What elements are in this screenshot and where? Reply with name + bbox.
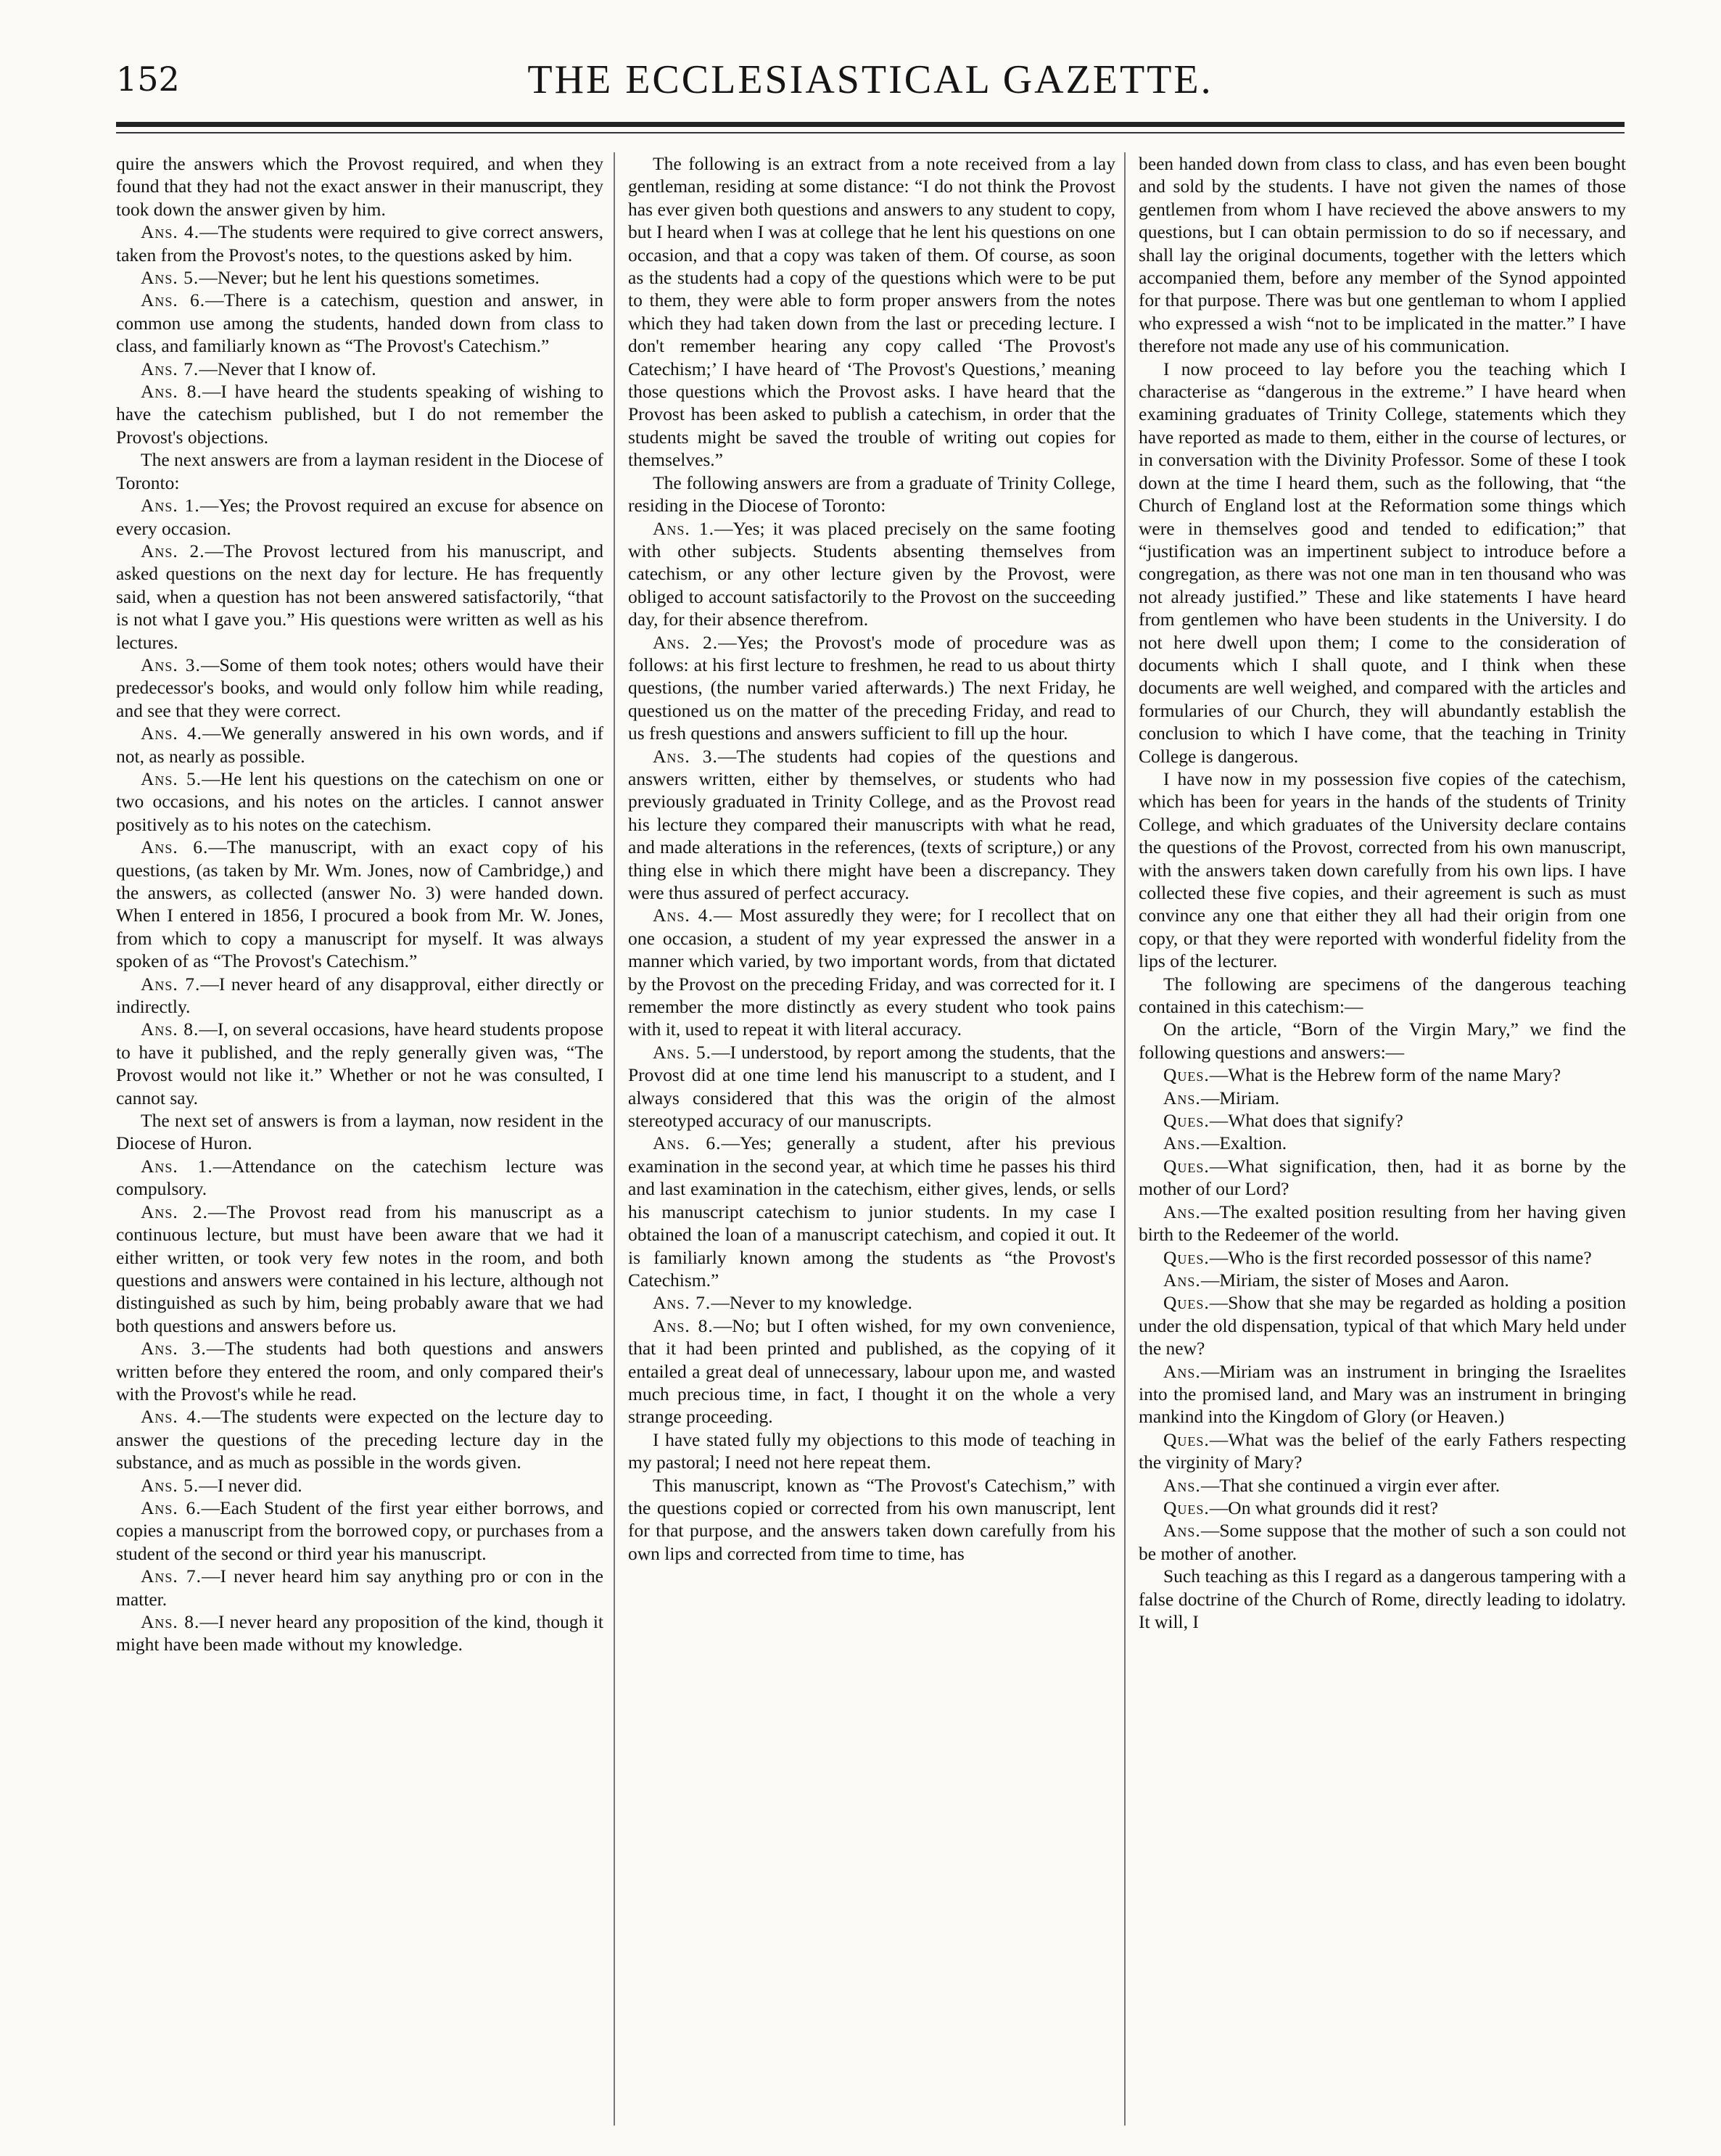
paragraph [1139, 1360, 1626, 1428]
paragraph [116, 540, 603, 654]
paragraph-text: —Some suppose that the mother of such a son could not be mother of another. [1139, 1520, 1626, 1564]
paragraph-text: —On what grounds did it rest? [1209, 1497, 1438, 1518]
paragraph [116, 266, 603, 289]
paragraph-label: Ans. 7. [141, 973, 201, 995]
paragraph [116, 1565, 603, 1610]
paragraph [1139, 768, 1626, 973]
paragraph [1139, 1291, 1626, 1359]
paragraph-label: Ans. [1163, 1269, 1201, 1291]
paragraph-text: —The students had both questions and answers written before they entered the room, and only compared their's with the Provost's while he read. [116, 1338, 603, 1404]
paragraph [1139, 1497, 1626, 1519]
paragraph [628, 152, 1115, 472]
paragraph [1139, 1519, 1626, 1565]
header-rule-thin [116, 132, 1625, 133]
paragraph-text: —The students were required to give correct answers, taken from the Provost's notes, to the questions asked by him. [116, 221, 603, 266]
paragraph [116, 380, 603, 448]
paragraph-label: Ans. 6. [141, 836, 209, 858]
paragraph-label: Ans. [1163, 1474, 1201, 1496]
paragraph-text: —Exaltion. [1200, 1132, 1287, 1154]
paragraph [116, 722, 603, 768]
paragraph-label: Ques. [1163, 1246, 1210, 1268]
paragraph-label: Ans. 7. [653, 1292, 711, 1314]
paragraph-label: Ans. 6. [141, 1497, 202, 1518]
paragraph [116, 152, 603, 221]
paragraph [1139, 1565, 1626, 1633]
paragraph-text: —I never heard him say anything pro or con in the matter. [116, 1565, 603, 1610]
paragraph [1139, 1087, 1626, 1109]
paragraph [116, 1405, 603, 1473]
paragraph-label: Ques. [1163, 1155, 1210, 1177]
paragraph [116, 494, 603, 540]
paragraph-label: Ans. 2. [141, 540, 205, 561]
paragraph [116, 1474, 603, 1497]
paragraph-text: —What is the Hebrew form of the name Mary? [1209, 1064, 1561, 1086]
paragraph-text: —The Provost read from his manuscript as a continuous lecture, but must have been aware that we had it either written, or took very few notes in the room, and both questions and answers were contained in his lecture, although not distinguished as such by him, being probably aware that we had both questions and answers before us. [116, 1201, 603, 1336]
page-header [116, 52, 1625, 110]
paragraph-text: —Yes; it was placed precisely on the same footing with other subjects. Students absenting themselves from catechism, or any other lecture given by the Provost, were obliged to account satisfactorily to the Provost on the succeeding day, for their absence therefrom. [628, 517, 1115, 630]
paragraph-label: Ans. 3. [141, 1338, 207, 1359]
paragraph-label: Ans. 2. [141, 1201, 208, 1222]
paragraph-text: —The exalted position resulting from her having given birth to the Redeemer of the world. [1139, 1201, 1626, 1246]
paragraph-text: —There is a catechism, question and answer, in common use among the students, handed down from class to class, and familiarly known as “The Provost's Catechism.” [116, 289, 603, 357]
paragraph [116, 768, 603, 836]
paragraph-text: —Never to my knowledge. [711, 1292, 912, 1314]
paragraph [1139, 1269, 1626, 1291]
paragraph-label: Ans. 8. [653, 1314, 714, 1336]
paragraph [1139, 1018, 1626, 1063]
paragraph [1139, 1201, 1626, 1246]
paragraph [1139, 1428, 1626, 1474]
paragraph [1139, 1155, 1626, 1201]
paragraph-label: Ans. 1. [653, 517, 714, 539]
paragraph-label: Ans. [1163, 1520, 1201, 1542]
paragraph-label: Ans. 7. [141, 1565, 202, 1587]
paragraph-label: Ans. 8. [141, 1019, 199, 1040]
paragraph-text: —The manuscript, with an exact copy of his questions, (as taken by Mr. Wm. Jones, now of Cambridge,) and the answers, as collected (answer No. 3) were handed down. When I entered in 1856, I procured a book from Mr. W. Jones, from which to copy a manuscript for myself. It was always spoken of as “The Provost's Catechism.” [116, 836, 603, 972]
paragraph-label: Ans. 4. [141, 1406, 202, 1428]
paragraph-text: The following answers are from a graduate of Trinity College, residing in the Diocese of Toronto: [628, 472, 1115, 517]
paragraph-text: The next answers are from a layman resident in the Diocese of Toronto: [116, 449, 603, 493]
paragraph [116, 1109, 603, 1155]
paragraph [628, 1428, 1115, 1474]
paragraph-text: I have stated fully my objections to this mode of teaching in my pastoral; I need not here repeat them. [628, 1428, 1115, 1473]
paragraph [628, 745, 1115, 905]
paragraph-text: —Yes; generally a student, after his previous examination in the second year, at which time he passes his third and last examination in the catechism, either gives, lends, or sells his manuscript catechism to junior students. In my case I obtained the loan of a manuscript catechism, and copied it out. It is familiarly known among the students as “the Provost's Catechism.” [628, 1132, 1115, 1291]
paragraph-label: Ques. [1163, 1110, 1210, 1132]
paragraph-label: Ans. 3. [141, 654, 201, 675]
paragraph-label: Ans. 4. [141, 723, 202, 744]
paragraph [1139, 1474, 1626, 1497]
paragraph [1139, 1063, 1626, 1086]
paragraph [1139, 358, 1626, 768]
paragraph-text: This manuscript, known as “The Provost's Catechism,” with the questions copied or corrected from his own manuscript, lent for that purpose, and the answers taken down carefully from his own lips and corrected from time to time, has [628, 1474, 1115, 1564]
paragraph [1139, 1109, 1626, 1132]
paragraph-text: I now proceed to lay before you the teaching which I characterise as “dangerous in the extreme.” I have heard when examining graduates of Trinity College, statements which they have reported as made to them, either in the course of lectures, or in conversation with the Divinity Professor. Some of these I took down at the time I heard them, such as the following, that “the Church of England lost at the Reformation some things which were in themselves good and tended to edification;” that “justification was an impertinent subject to introduce before a congregation, as there was not one man in ten thousand who was not already justified.” These and like statements I have heard from gentlemen who have been students in the University. I do not here dwell upon them; I come to the consideration of documents which I shall quote, and I think when these documents are well weighed, and compared with the articles and formularies of our Church, they will abundantly establish the conclusion to which I have come, that the teaching in Trinity College is dangerous. [1139, 358, 1626, 767]
paragraph [628, 904, 1115, 1040]
paragraph-text: —I never heard any proposition of the kind, though it might have been made without my knowledge. [116, 1611, 603, 1655]
paragraph [628, 1132, 1115, 1291]
paragraph [116, 973, 603, 1019]
paragraph-text: —Some of them took notes; others would have their predecessor's books, and would only follow him while reading, and see that they were correct. [116, 654, 603, 721]
paragraph [1139, 1132, 1626, 1154]
paragraph-text: —The students had copies of the questions and answers written, either by themselves, or students who had previously graduated in Trinity College, and as the Provost read his lecture they compared their manuscripts with what he read, and made alterations in the references, (texts of scripture,) or any thing else in which there might have been a discrepancy. They were thus assured of perfect accuracy. [628, 745, 1115, 903]
paragraph-text: —Never; but he lent his questions sometimes. [199, 267, 540, 289]
paragraph [1139, 152, 1626, 358]
paragraph-text: —The Provost lectured from his manuscript, and asked questions on the next day for lecture. He has frequently said, when a question has not been answered satisfactorily, “that is not what I gave you.” His questions were written as well as his lectures. [116, 540, 603, 653]
column-1 [116, 152, 603, 2126]
paragraph-label: Ans. 1. [141, 495, 200, 517]
paragraph-text: —Who is the first recorded possessor of this name? [1209, 1246, 1592, 1268]
paragraph-text: —What does that signify? [1209, 1110, 1403, 1132]
paragraph [1139, 1246, 1626, 1269]
paragraph [116, 1610, 603, 1656]
paragraph-text: I have now in my possession five copies of the catechism, which has been for years in the hands of the students of Trinity College, and which graduates of the University declare contains the questions of the Provost, corrected from his own manuscript, with the answers taken down carefully from his own lips. I have collected these five copies, and their agreement is such as must convince any one that either they all had their origin from one copy, or that they were reported with wonderful fidelity from the lips of the lecturer. [1139, 768, 1626, 972]
paragraph-text: —Never that I know of. [199, 358, 376, 379]
paragraph-text: On the article, “Born of the Virgin Mary,” we find the following questions and answers:— [1139, 1019, 1626, 1063]
paragraph-label: Ans. [1163, 1201, 1201, 1222]
paragraph-text: —What was the belief of the early Fathers respecting the virginity of Mary? [1139, 1428, 1626, 1473]
paragraph-label: Ans. 5. [141, 768, 202, 789]
paragraph-label: Ans. [1163, 1360, 1201, 1382]
paragraph-text: The next set of answers is from a layman, now resident in the Diocese of Huron. [116, 1110, 603, 1154]
masthead-title: THE ECCLESIASTICAL GAZETTE. [527, 57, 1213, 102]
paragraph [628, 631, 1115, 745]
paragraph-label: Ans. 3. [653, 745, 718, 767]
paragraph-text: —I understood, by report among the students, that the Provost did at one time lend his manuscript to a student, and I always considered that this was the origin of the almost stereotyped accuracy of our manuscripts. [628, 1041, 1115, 1132]
column-divider [614, 152, 615, 2126]
paragraph [628, 1041, 1115, 1132]
paragraph-text: —Miriam, the sister of Moses and Aaron. [1200, 1269, 1509, 1291]
paragraph-text: —I never heard of any disapproval, either directly or indirectly. [116, 973, 603, 1018]
paragraph-text: —I have heard the students speaking of wishing to have the catechism published, but I do not remember the Provost's objections. [116, 381, 603, 448]
paragraph-text: been handed down from class to class, and has even been bought and sold by the students. I have not given the names of those gentlemen from whom I have recieved the above answers to my questions, but I can obtain permission to do so if necessary, and shall lay the original documents, together with the letters which accompanied them, before any member of the Synod appointed for that purpose. There was but one gentleman to whom I applied who expressed a wish “not to be implicated in the matter.” I have therefore not made any use of his communication. [1139, 153, 1626, 357]
column-3 [1139, 152, 1626, 2126]
paragraph-label: Ans. 4. [141, 221, 200, 243]
paragraph [628, 1314, 1115, 1428]
paragraph-text: —Yes; the Provost's mode of procedure was as follows: at his first lecture to freshmen, he read to us about thirty questions, (the number varied afterwards.) The next Friday, he questioned us on the matter of the preceding Friday, and read to us fresh questions and answers sufficient to fill up the hour. [628, 631, 1115, 744]
paragraph [116, 1497, 603, 1565]
paragraph-text: —What signification, then, had it as borne by the mother of our Lord? [1139, 1155, 1626, 1200]
paragraph [116, 448, 603, 494]
paragraph [116, 654, 603, 722]
paragraph [1139, 973, 1626, 1019]
paragraph-label: Ques. [1163, 1428, 1210, 1450]
paragraph [116, 1201, 603, 1337]
paragraph [116, 1155, 603, 1201]
paragraph-text: —He lent his questions on the catechism on one or two occasions, and his notes on the articles. I cannot answer positively as to his notes on the catechism. [116, 768, 603, 835]
paragraph-label: Ans. 7. [141, 358, 199, 379]
paragraph [116, 1337, 603, 1405]
paragraph-text: — Most assuredly they were; for I recollect that on one occasion, a student of my year expressed the answer in a manner which varied, by two important words, from that dictated by the Provost on the preceding Friday, and was corrected for it. I remember the more distinctly as every student who took pains with it, used to repeat it with literal accuracy. [628, 905, 1115, 1040]
header-rule-thick [116, 122, 1625, 127]
paragraph-label: Ans. 2. [653, 631, 719, 653]
paragraph-label: Ans. 4. [653, 905, 714, 926]
paragraph-text: Such teaching as this I regard as a dangerous tampering with a false doctrine of the Church of Rome, directly leading to idolatry. It will, I [1139, 1565, 1626, 1632]
paragraph-text: —That she continued a virgin ever after. [1200, 1474, 1501, 1496]
paragraph [116, 836, 603, 972]
paragraph-text: —We generally answered in his own words, and if not, as nearly as possible. [116, 723, 603, 767]
paragraph [116, 289, 603, 357]
paragraph-label: Ans. [1163, 1087, 1201, 1108]
paragraph-text: —Miriam. [1200, 1087, 1280, 1108]
paragraph-label: Ques. [1163, 1497, 1210, 1518]
paragraph-label: Ans. [1163, 1132, 1201, 1154]
paragraph [628, 517, 1115, 631]
column-2 [628, 152, 1115, 2126]
paragraph [628, 1474, 1115, 1565]
paragraph-label: Ans. 5. [653, 1041, 712, 1063]
paragraph-text: The following is an extract from a note received from a lay gentleman, residing at some distance: “I do not think the Provost has ever given both questions and answers to any student to copy, but I heard when I was at college that he lent his questions on one occasion, and that a copy was taken of them. Of course, as soon as the students had a copy of the questions which were to be put to them, they were able to form proper answers from the notes which they had taken down from the last or preceding lecture. I don't remember hearing any copy called ‘The Provost's Catechism;’ I have heard of ‘The Provost's Questions,’ meaning those questions which the Provost asks. I have heard that the Provost has been asked to publish a catechism, in order that the students might be saved the trouble of writing out copies for themselves.” [628, 153, 1115, 471]
paragraph-label: Ans. 1. [141, 1155, 213, 1177]
paragraph-label: Ques. [1163, 1292, 1210, 1314]
paragraph-text: —Miriam was an instrument in bringing the Israelites into the promised land, and Mary was an instrument in bringing mankind into the Kingdom of Glory (or Heaven.) [1139, 1360, 1626, 1428]
paragraph-label: Ans. 8. [141, 1611, 200, 1632]
paragraph-text: The following are specimens of the dangerous teaching contained in this catechism:— [1139, 973, 1626, 1018]
page-number: 152 [116, 59, 180, 99]
paragraph [628, 1291, 1115, 1314]
paragraph-label: Ans. 5. [141, 1474, 199, 1496]
paragraph-text: —I never did. [199, 1474, 302, 1496]
paragraph-text: quire the answers which the Provost required, and when they found that they had not the exact answer in their manuscript, they took down the answer given by him. [116, 153, 603, 220]
paragraph [628, 472, 1115, 517]
paragraph-label: Ques. [1163, 1064, 1210, 1086]
paragraph-text: —No; but I often wished, for my own convenience, that it had been printed and published, as the copying of it entailed a great deal of unnecessary, labour upon me, and wasted much precious time, in fact, I thought it on the whole a very strange proceeding. [628, 1314, 1115, 1428]
paragraph [116, 358, 603, 380]
paragraph-text: —The students were expected on the lecture day to answer the questions of the preceding lecture day in the substance, and as much as possible in the words given. [116, 1406, 603, 1473]
paragraph [116, 1018, 603, 1109]
paragraph-text: —Show that she may be regarded as holding a position under the old dispensation, typical of that which Mary held under the new? [1139, 1292, 1626, 1359]
paragraph-label: Ans. 6. [141, 289, 206, 311]
paragraph [116, 221, 603, 266]
paragraph-text: —Attendance on the catechism lecture was compulsory. [116, 1155, 603, 1200]
column-divider [1124, 152, 1126, 2126]
paragraph-label: Ans. 5. [141, 267, 199, 289]
paragraph-text: —Yes; the Provost required an excuse for absence on every occasion. [116, 495, 603, 539]
paragraph-text: —Each Student of the first year either borrows, and copies a manuscript from the borrowed copy, or purchases from a student of the second or third year his manuscript. [116, 1497, 603, 1564]
paragraph-label: Ans. 8. [141, 381, 202, 403]
paragraph-text: —I, on several occasions, have heard students propose to have it published, and the reply generally given was, “The Provost would not like it.” Whether or not he was consulted, I cannot say. [116, 1019, 603, 1108]
paragraph-label: Ans. 6. [653, 1132, 722, 1154]
